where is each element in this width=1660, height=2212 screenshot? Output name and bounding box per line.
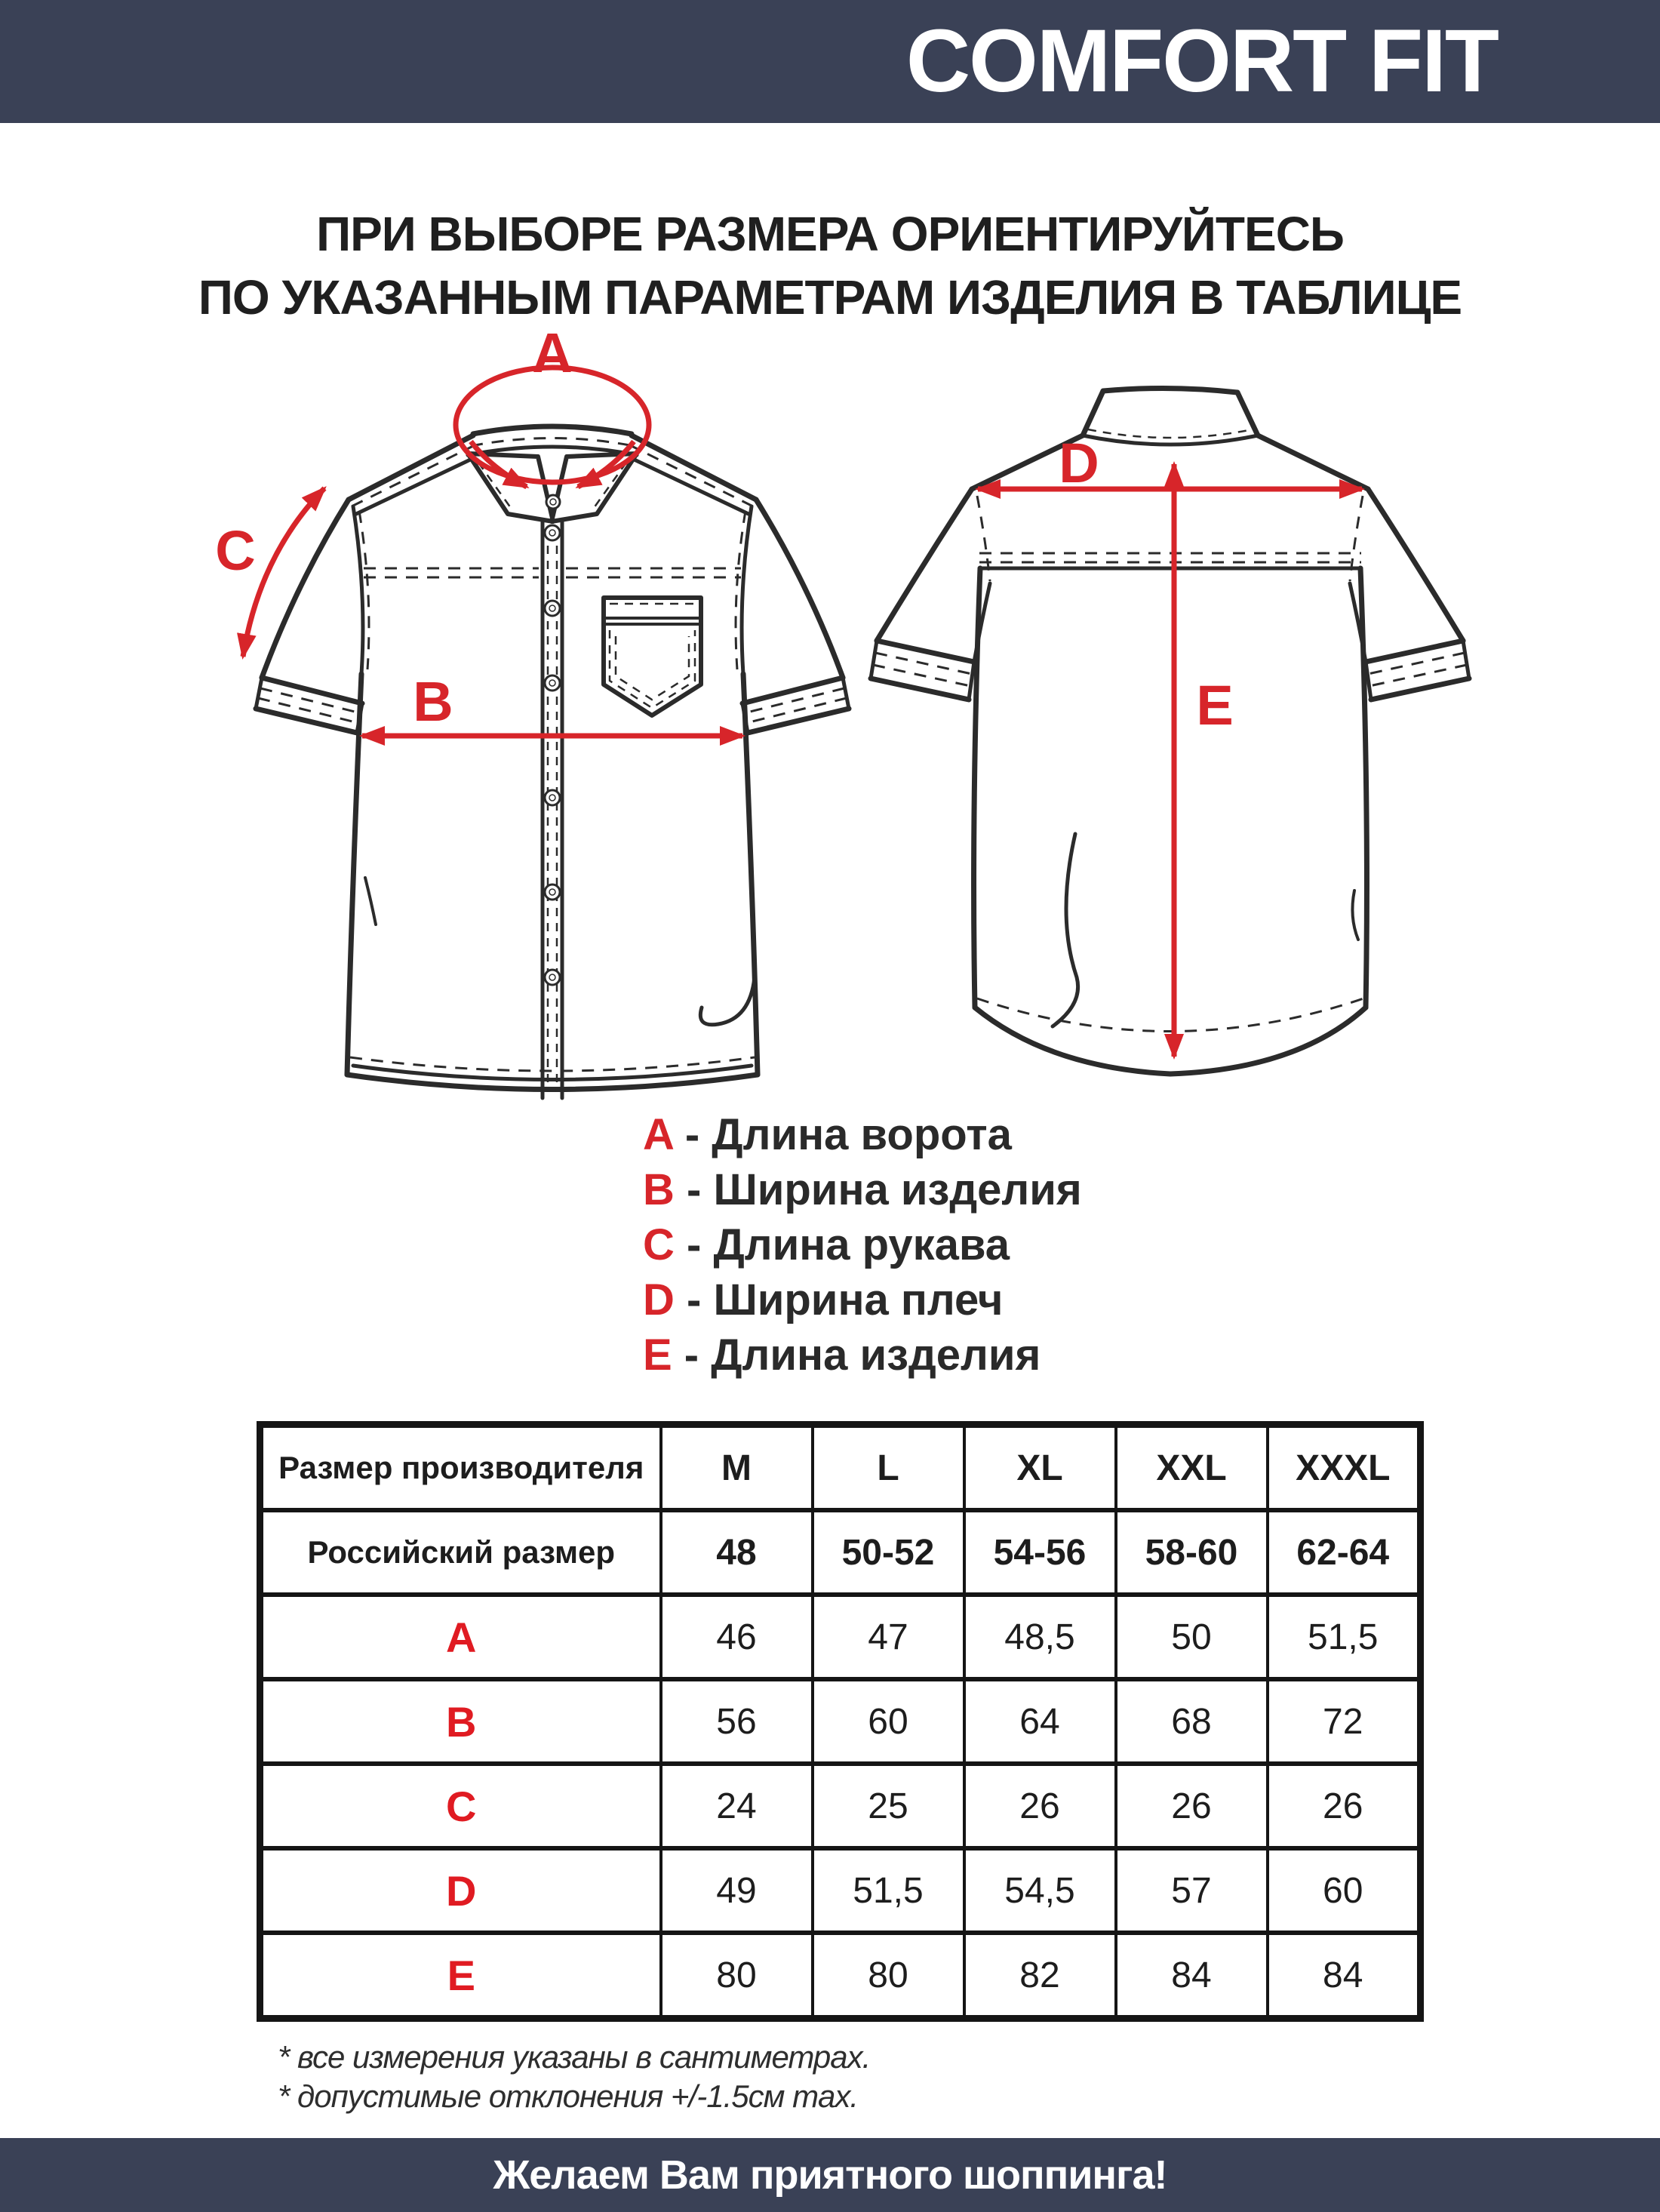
table-row-e (260, 1933, 1421, 2019)
intro-line-2: ПО УКАЗАННЫМ ПАРАМЕТРАМ ИЗДЕЛИЯ В ТАБЛИЦЕ (198, 270, 1462, 325)
table-row-russian-size (260, 1510, 1421, 1595)
cell: 82 (964, 1933, 1116, 2019)
table-row-d (260, 1848, 1421, 1933)
label-e: E (1196, 674, 1234, 737)
footer-bar (0, 2138, 1660, 2212)
header-bar (0, 0, 1660, 123)
cell: 54-56 (964, 1510, 1116, 1595)
cell: 60 (813, 1679, 964, 1764)
back-sleeves (871, 489, 1469, 700)
footnote-tolerance: * допустимые отклонения +/-1.5см max. (278, 2078, 859, 2114)
back-measurements (978, 432, 1362, 1057)
legend-item-e: E - Длина изделия (643, 1331, 1041, 1380)
legend-item-d: D - Ширина плеч (643, 1275, 1004, 1324)
table-row-b (260, 1679, 1421, 1764)
cell: 50 (1116, 1595, 1268, 1679)
cell: 84 (1268, 1933, 1421, 2019)
label-a: A (532, 321, 573, 384)
cell: 60 (1268, 1848, 1421, 1933)
cell: 26 (1116, 1764, 1268, 1848)
col-header-label: Размер производителя (260, 1425, 661, 1511)
cell: 62-64 (1268, 1510, 1421, 1595)
cell: 57 (1116, 1848, 1268, 1933)
cell: 72 (1268, 1679, 1421, 1764)
footnote-units: * все измерения указаны в сантиметрах. (278, 2039, 871, 2075)
back-body (974, 496, 1367, 1074)
cell: 49 (661, 1848, 813, 1933)
size-xxl: XXL (1116, 1425, 1268, 1511)
size-m: M (661, 1425, 813, 1511)
cell: 51,5 (813, 1848, 964, 1933)
back-collar (972, 388, 1368, 489)
cell: 47 (813, 1595, 964, 1679)
cell: 46 (661, 1595, 813, 1679)
cell: 51,5 (1268, 1595, 1421, 1679)
size-xxxl: XXXL (1268, 1425, 1421, 1511)
front-placket (543, 521, 562, 1098)
front-collar (468, 426, 637, 521)
legend-item-c: C - Длина рукава (643, 1220, 1010, 1269)
label-d: D (1059, 432, 1099, 494)
table-row-manufacturer-size (260, 1425, 1421, 1511)
cell: 80 (813, 1933, 964, 2019)
intro-heading (0, 202, 1660, 329)
cell: 64 (964, 1679, 1116, 1764)
size-l: L (813, 1425, 964, 1511)
cell: 24 (661, 1764, 813, 1848)
row-letter: B (260, 1679, 661, 1764)
table-row-a (260, 1595, 1421, 1679)
russian-size-label: Российский размер (260, 1510, 661, 1595)
label-c: C (215, 519, 256, 582)
cell: 48,5 (964, 1595, 1116, 1679)
legend-item-b: B - Ширина изделия (643, 1165, 1082, 1214)
shirt-back-diagram (860, 313, 1524, 1106)
front-pocket (604, 598, 701, 715)
cell: 84 (1116, 1933, 1268, 2019)
row-letter: C (260, 1764, 661, 1848)
intro-line-1: ПРИ ВЫБОРЕ РАЗМЕРА ОРИЕНТИРУЙТЕСЬ (316, 207, 1344, 261)
cell: 68 (1116, 1679, 1268, 1764)
cell: 58-60 (1116, 1510, 1268, 1595)
cell: 50-52 (813, 1510, 964, 1595)
cell: 26 (1268, 1764, 1421, 1848)
footnotes (278, 2038, 870, 2116)
table-row-c (260, 1764, 1421, 1848)
brand-title: COMFORT FIT (905, 11, 1498, 111)
cell: 25 (813, 1764, 964, 1848)
row-letter: A (260, 1595, 661, 1679)
measurement-legend (643, 1107, 1082, 1383)
row-letter: D (260, 1848, 661, 1933)
cell: 54,5 (964, 1848, 1116, 1933)
label-b: B (413, 670, 453, 733)
cell: 26 (964, 1764, 1116, 1848)
row-letter: E (260, 1933, 661, 2019)
legend-item-a: A - Длина ворота (643, 1110, 1012, 1159)
cell: 56 (661, 1679, 813, 1764)
cell: 80 (661, 1933, 813, 2019)
size-xl: XL (964, 1425, 1116, 1511)
shirt-front-diagram (190, 313, 862, 1106)
size-table (257, 1421, 1424, 2022)
cell: 48 (661, 1510, 813, 1595)
footer-message: Желаем Вам приятного шоппинга! (493, 2152, 1167, 2198)
